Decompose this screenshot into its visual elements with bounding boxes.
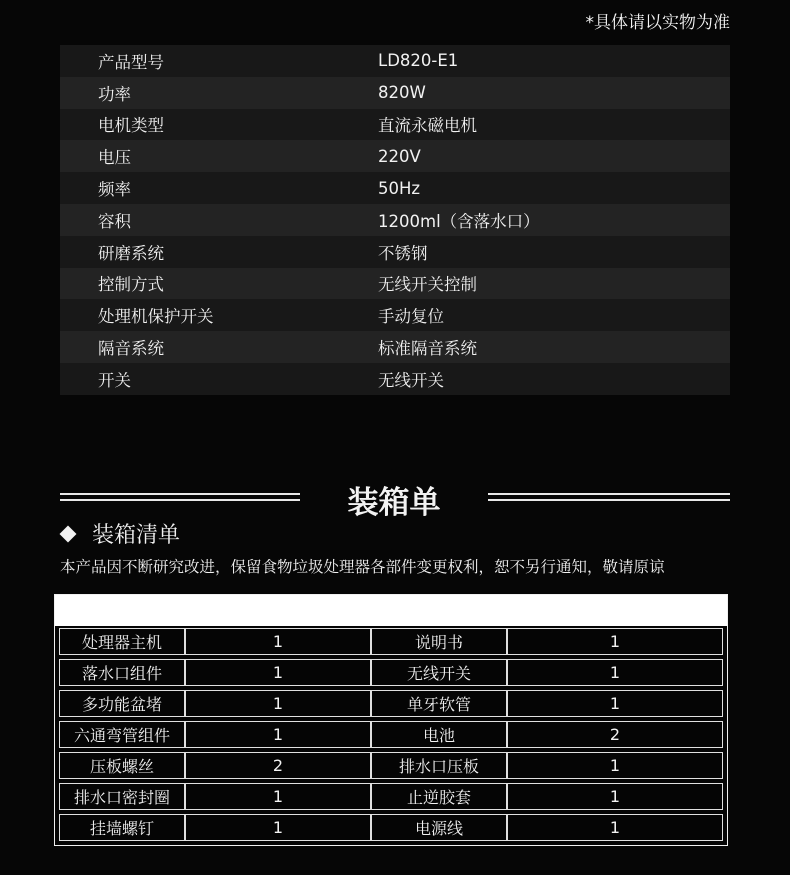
spec-label: 功率 [98, 84, 131, 104]
spec-row [60, 109, 730, 141]
spec-value: 50Hz [378, 178, 421, 198]
spec-label: 产品型号 [98, 52, 164, 72]
subtitle-text: 装箱清单 [92, 523, 181, 548]
item-qty: 1 [507, 783, 723, 810]
spec-label: 频率 [98, 180, 131, 200]
item-qty: 1 [185, 628, 371, 655]
spec-value: 标准隔音系统 [378, 339, 477, 359]
item-qty: 1 [507, 814, 723, 841]
item-qty: 1 [185, 721, 371, 748]
disclaimer-note: *具体请以实物为准 [585, 13, 730, 33]
table-row [55, 688, 727, 719]
item-name: 排水口压板 [371, 752, 507, 779]
spec-value: 无线开关控制 [378, 275, 477, 295]
spec-value: 1200ml（含落水口） [378, 211, 540, 231]
item-qty: 1 [185, 814, 371, 841]
table-header-bar [55, 595, 727, 626]
item-name: 六通弯管组件 [59, 721, 185, 748]
spec-row [60, 331, 730, 363]
table-row [55, 719, 727, 750]
diamond-icon [60, 525, 77, 542]
spec-value: 手动复位 [378, 307, 444, 327]
table-row [55, 812, 727, 843]
section-title: 装箱单 [347, 485, 441, 521]
subtitle [58, 518, 180, 549]
item-qty: 1 [507, 628, 723, 655]
item-qty: 1 [507, 690, 723, 717]
spec-row [60, 299, 730, 331]
packing-list-table [54, 594, 728, 846]
table-row [55, 626, 727, 657]
item-name: 落水口组件 [59, 659, 185, 686]
item-name: 止逆胶套 [371, 783, 507, 810]
spec-label: 容积 [98, 211, 131, 231]
spec-label: 电机类型 [98, 116, 164, 136]
spec-label: 电压 [98, 148, 131, 168]
spec-row [60, 204, 730, 236]
spec-label: 处理机保护开关 [98, 307, 214, 327]
item-qty: 2 [507, 721, 723, 748]
item-name: 排水口密封圈 [59, 783, 185, 810]
item-qty: 2 [185, 752, 371, 779]
item-name: 电池 [371, 721, 507, 748]
item-qty: 1 [507, 659, 723, 686]
divider-right [488, 493, 730, 501]
spec-label: 研磨系统 [98, 243, 164, 263]
spec-label: 隔音系统 [98, 339, 164, 359]
item-name: 压板螺丝 [59, 752, 185, 779]
spec-value: 无线开关 [378, 370, 444, 390]
item-name: 电源线 [371, 814, 507, 841]
spec-value: 直流永磁电机 [378, 116, 477, 136]
spec-row [60, 140, 730, 172]
spec-value: 220V [378, 146, 421, 166]
spec-row [60, 268, 730, 300]
spec-value: LD820-E1 [378, 51, 459, 71]
divider-left [60, 493, 300, 501]
spec-row [60, 77, 730, 109]
item-name: 处理器主机 [59, 628, 185, 655]
spec-row [60, 172, 730, 204]
item-name: 无线开关 [371, 659, 507, 686]
item-qty: 1 [185, 690, 371, 717]
item-name: 单牙软管 [371, 690, 507, 717]
spec-row [60, 363, 730, 395]
item-name: 说明书 [371, 628, 507, 655]
disclaimer-text: 本产品因不断研究改进，保留食物垃圾处理器各部件变更权利，恕不另行通知，敬请原谅 [60, 558, 665, 576]
item-qty: 1 [185, 783, 371, 810]
spec-table [60, 45, 730, 395]
spec-row [60, 236, 730, 268]
item-qty: 1 [185, 659, 371, 686]
table-row [55, 781, 727, 812]
item-name: 多功能盆堵 [59, 690, 185, 717]
spec-label: 控制方式 [98, 275, 164, 295]
item-qty: 1 [507, 752, 723, 779]
table-row [55, 657, 727, 688]
item-name: 挂墙螺钉 [59, 814, 185, 841]
spec-row [60, 45, 730, 77]
spec-label: 开关 [98, 370, 131, 390]
spec-value: 820W [378, 83, 426, 103]
spec-value: 不锈钢 [378, 243, 428, 263]
table-row [55, 750, 727, 781]
